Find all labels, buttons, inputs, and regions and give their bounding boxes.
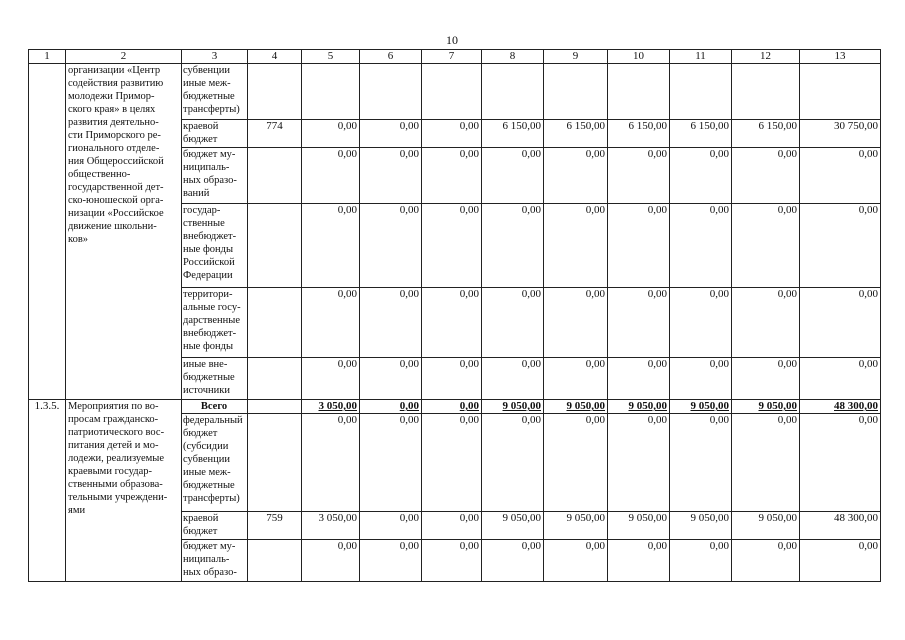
funding-source-cell: краевой бюджет [182,512,248,540]
amount-cell: 48 300,00 [800,512,881,540]
amount-cell: 0,00 [544,358,608,400]
amount-cell: 0,00 [608,358,670,400]
amount-cell: 0,00 [302,540,360,582]
funding-source-cell: иные вне- бюджетные источники [182,358,248,400]
amount-cell: 0,00 [302,288,360,358]
item-number-cell: 1.3.5. [29,400,66,582]
funding-source-cell: Всего [182,400,248,414]
amount-cell: 9 050,00 [732,512,800,540]
amount-cell: 0,00 [544,414,608,512]
column-header: 3 [182,50,248,64]
amount-cell: 0,00 [360,148,422,204]
amount-cell: 0,00 [422,414,482,512]
amount-cell: 0,00 [422,358,482,400]
page-number: 10 [446,33,458,47]
column-header: 10 [608,50,670,64]
funding-source-cell: краевой бюджет [182,120,248,148]
amount-cell: 9 050,00 [670,512,732,540]
amount-cell [800,64,881,120]
amount-cell: 30 750,00 [800,120,881,148]
amount-cell [732,64,800,120]
column-header: 1 [29,50,66,64]
amount-cell: 0,00 [360,120,422,148]
amount-cell: 3 050,00 [302,512,360,540]
amount-cell: 9 050,00 [732,400,800,414]
code-cell [248,358,302,400]
column-header: 4 [248,50,302,64]
amount-cell: 0,00 [800,204,881,288]
amount-cell: 0,00 [800,148,881,204]
amount-cell: 0,00 [544,288,608,358]
amount-cell: 0,00 [800,288,881,358]
amount-cell: 0,00 [482,204,544,288]
amount-cell: 6 150,00 [482,120,544,148]
amount-cell: 0,00 [732,148,800,204]
header-row [29,50,881,64]
code-cell: 759 [248,512,302,540]
amount-cell: 9 050,00 [482,512,544,540]
amount-cell: 0,00 [482,148,544,204]
amount-cell: 0,00 [302,358,360,400]
amount-cell: 0,00 [732,358,800,400]
column-header: 6 [360,50,422,64]
column-header: 12 [732,50,800,64]
column-header: 5 [302,50,360,64]
amount-cell: 0,00 [482,358,544,400]
amount-cell: 0,00 [670,288,732,358]
funding-source-cell: субвенции иные меж- бюджетные трансферты) [182,64,248,120]
column-header: 7 [422,50,482,64]
amount-cell: 0,00 [422,288,482,358]
activity-name-cell: организации «Центр содействия развитию молодежи Примор- ского края» в целях развития деятельно- сти Приморского ре- гионального отделе- ния Общероссийской общественно- государственной дет- ско-юношеской орга- низации «Российское движение школьни- ков» [66,64,182,400]
amount-cell [360,64,422,120]
amount-cell [608,64,670,120]
amount-cell: 0,00 [800,540,881,582]
amount-cell: 9 050,00 [670,400,732,414]
amount-cell: 0,00 [544,148,608,204]
column-header: 13 [800,50,881,64]
code-cell: 774 [248,120,302,148]
amount-cell: 0,00 [482,288,544,358]
funding-source-cell: федеральный бюджет (субсидии субвенции иные меж- бюджетные трансферты) [182,414,248,512]
amount-cell: 0,00 [422,120,482,148]
amount-cell: 0,00 [422,204,482,288]
funding-source-cell: государ- ственные внебюджет- ные фонды Российской Федерации [182,204,248,288]
amount-cell: 9 050,00 [544,512,608,540]
amount-cell [422,64,482,120]
amount-cell: 9 050,00 [608,400,670,414]
amount-cell: 0,00 [482,540,544,582]
amount-cell: 6 150,00 [670,120,732,148]
column-header: 2 [66,50,182,64]
amount-cell: 0,00 [670,540,732,582]
amount-cell: 6 150,00 [608,120,670,148]
amount-cell: 6 150,00 [544,120,608,148]
amount-cell: 0,00 [608,414,670,512]
amount-cell: 6 150,00 [732,120,800,148]
amount-cell: 0,00 [670,358,732,400]
amount-cell: 0,00 [302,120,360,148]
amount-cell: 0,00 [360,414,422,512]
item-number-cell [29,64,66,400]
amount-cell: 9 050,00 [482,400,544,414]
table-row [29,400,881,414]
amount-cell: 0,00 [360,512,422,540]
activity-name-cell: Мероприятия по во- просам гражданско- патриотического вос- питания детей и мо- лодежи, реализуемые краевыми государ- ственными образова- тельными учреждени- ями [66,400,182,582]
amount-cell: 0,00 [608,204,670,288]
amount-cell: 0,00 [360,204,422,288]
amount-cell: 0,00 [422,400,482,414]
amount-cell: 0,00 [544,204,608,288]
amount-cell: 3 050,00 [302,400,360,414]
amount-cell: 0,00 [482,414,544,512]
amount-cell: 0,00 [422,148,482,204]
amount-cell: 0,00 [608,148,670,204]
amount-cell: 0,00 [800,358,881,400]
amount-cell: 0,00 [360,358,422,400]
column-header: 8 [482,50,544,64]
code-cell [248,540,302,582]
code-cell [248,204,302,288]
amount-cell [544,64,608,120]
funding-source-cell: бюджет му- ниципаль- ных образо- [182,540,248,582]
column-header: 9 [544,50,608,64]
budget-table [28,49,881,582]
amount-cell: 0,00 [302,204,360,288]
table-row [29,64,881,120]
column-header: 11 [670,50,732,64]
amount-cell: 9 050,00 [608,512,670,540]
funding-source-cell: территори- альные госу- дарственные внебюджет- ные фонды [182,288,248,358]
amount-cell: 9 050,00 [544,400,608,414]
amount-cell: 0,00 [360,540,422,582]
amount-cell: 0,00 [302,148,360,204]
amount-cell: 0,00 [670,414,732,512]
amount-cell: 0,00 [670,204,732,288]
amount-cell: 0,00 [732,288,800,358]
amount-cell: 0,00 [732,414,800,512]
amount-cell: 48 300,00 [800,400,881,414]
amount-cell: 0,00 [670,148,732,204]
amount-cell: 0,00 [800,414,881,512]
code-cell [248,288,302,358]
amount-cell: 0,00 [732,540,800,582]
amount-cell: 0,00 [608,288,670,358]
amount-cell [670,64,732,120]
funding-source-cell: бюджет му- ниципаль- ных образо- ваний [182,148,248,204]
amount-cell: 0,00 [544,540,608,582]
amount-cell: 0,00 [422,540,482,582]
amount-cell: 0,00 [422,512,482,540]
amount-cell: 0,00 [732,204,800,288]
code-cell [248,414,302,512]
amount-cell: 0,00 [360,400,422,414]
code-cell [248,148,302,204]
amount-cell [302,64,360,120]
code-cell [248,400,302,414]
amount-cell: 0,00 [302,414,360,512]
amount-cell: 0,00 [608,540,670,582]
code-cell [248,64,302,120]
amount-cell: 0,00 [360,288,422,358]
amount-cell [482,64,544,120]
